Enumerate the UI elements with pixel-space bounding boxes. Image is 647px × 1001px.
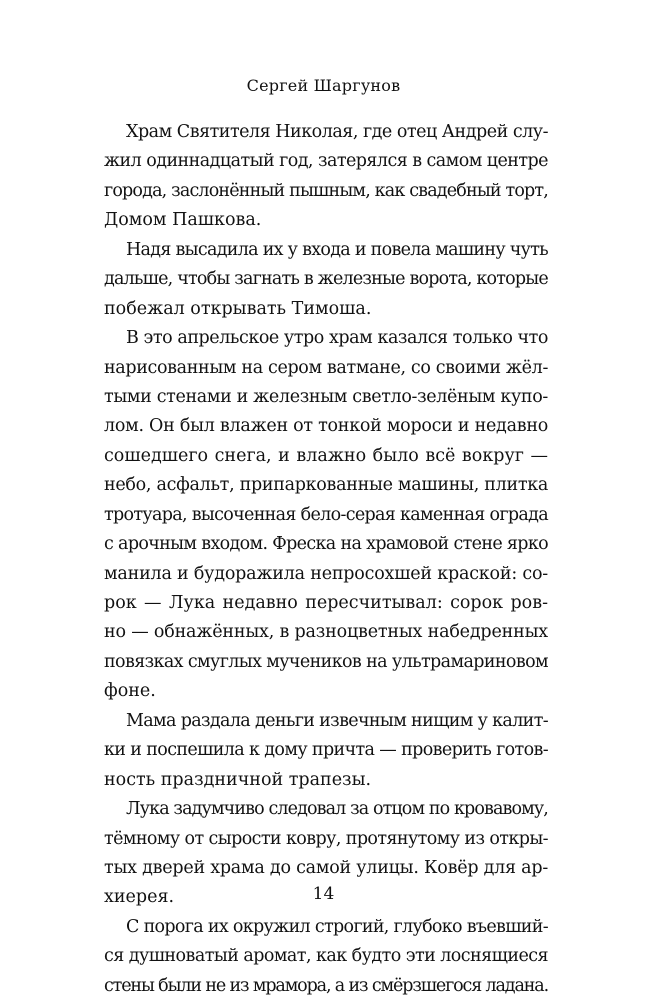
text-line: ки и поспешила к дому причта — проверить готов- — [104, 740, 548, 761]
text-line: фоне. — [104, 681, 156, 702]
text-line: Храм Святителя Николая, где отец Андрей слу- — [126, 122, 548, 142]
text-line: тротуара, высоченная бело-серая каменная ограда — [104, 504, 548, 525]
text-line: побежал открывать Тимоша. — [104, 298, 372, 319]
text-line: повязках смуглых мучеников на ультрамариновом — [104, 651, 548, 672]
running-head-author: Сергей Шаргунов — [246, 76, 401, 95]
text-line: нарисованным на сером ватмане, со своими жёл- — [104, 357, 548, 378]
text-line: сошедшего снега, и влажно было всё вокруг — — [104, 445, 548, 466]
text-line: жил одиннадцатый год, затерялся в самом центре — [104, 151, 548, 172]
page-number: 14 — [312, 884, 335, 904]
text-line: С порога их окружил строгий, глубоко въевший- — [126, 916, 548, 937]
text-line: небо, асфальт, припаркованные машины, плитка — [104, 475, 548, 496]
text-line: с арочным входом. Фреска на храмовой стене ярко — [104, 534, 548, 555]
text-line: ность праздничной трапезы. — [104, 769, 372, 790]
text-line: стены были не из мрамора, а из смёрзшегося ладана. — [104, 975, 548, 996]
text-line: города, заслонённый пышным, как свадебный торт, — [104, 180, 548, 201]
text-line: Лука задумчиво следовал за отцом по кровавому, — [126, 799, 548, 820]
text-line: тых дверей храма до самой улицы. Ковёр для ар- — [104, 857, 548, 878]
text-line: Мама раздала деньги извечным нищим у калит- — [126, 710, 548, 731]
text-line: тёмному от сырости ковру, протянутому из откры- — [104, 828, 548, 849]
text-line: рок — Лука недавно пересчитывал: сорок ров- — [104, 593, 548, 613]
text-line: дальше, чтобы загнать в железные ворота, которые — [104, 269, 548, 290]
text-line: но — обнажённых, в разноцветных набедренных — [104, 622, 548, 643]
text-line: В это апрельское утро храм казался только что — [126, 328, 548, 349]
text-line: Надя высадила их у входа и повела машину чуть — [126, 239, 548, 260]
text-line: манила и будоражила непросохшей краской: со- — [104, 563, 548, 584]
text-line: тыми стенами и железным светло-зелёным купо- — [104, 386, 548, 407]
body-text — [104, 118, 548, 1001]
text-line: лом. Он был влажен от тонкой мороси и недавно — [104, 416, 548, 437]
text-line: Домом Пашкова. — [104, 210, 262, 231]
text-line: хиерея. — [104, 887, 175, 908]
text-line: ся душноватый аромат, как будто эти лоснящиеся — [104, 946, 548, 967]
